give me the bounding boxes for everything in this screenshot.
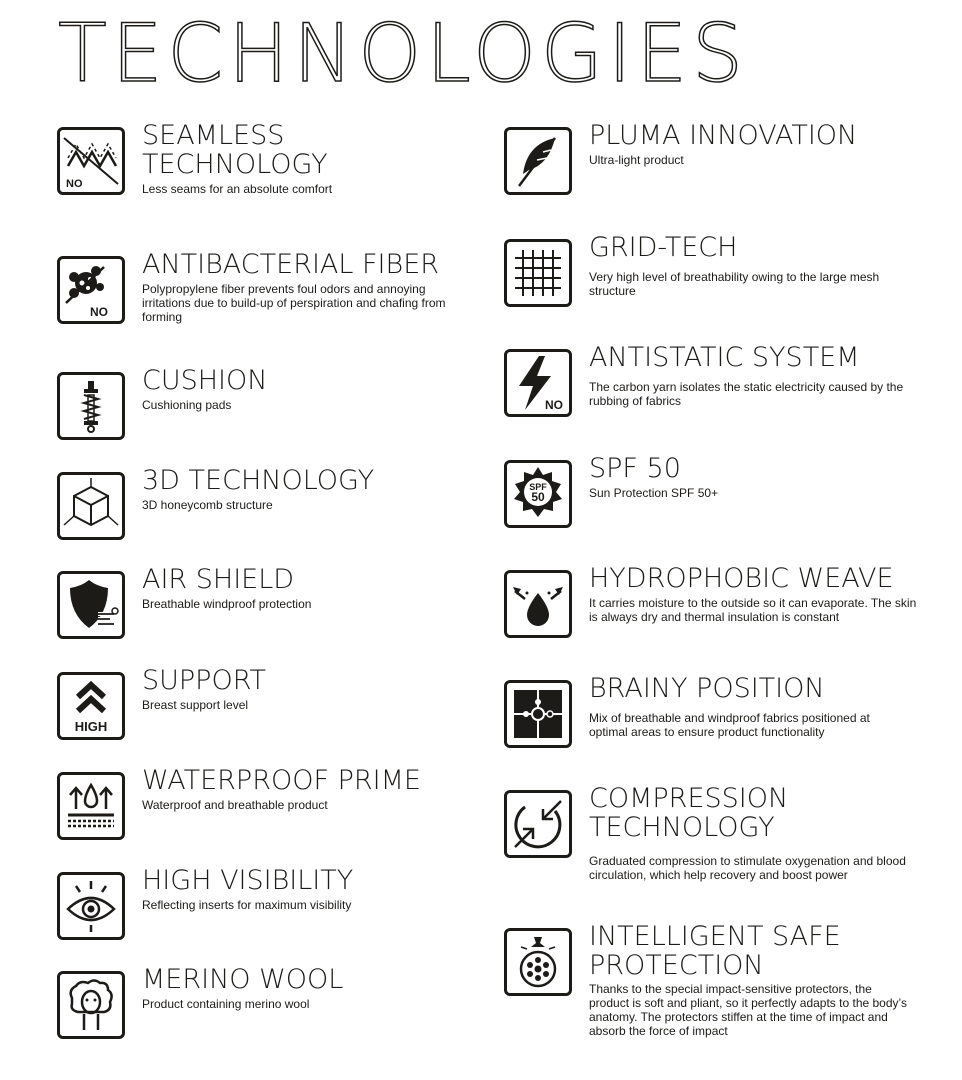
tech-description: Less seams for an absolute comfort: [142, 182, 333, 196]
cube-icon: [57, 472, 125, 540]
seamless-icon: [57, 127, 125, 195]
tech-title: HYDROPHOBIC WEAVE: [589, 563, 894, 594]
no-badge: NO: [66, 178, 83, 190]
compression-icon: [504, 790, 572, 858]
tech-description: The carbon yarn isolates the static electricity caused by the rubbing of fabrics: [589, 380, 904, 408]
tech-title: CUSHION: [142, 365, 268, 396]
tech-description: Thanks to the special impact-sensitive protectors, the product is soft and pliant, so it perfectly adapts to the body’s anatomy. The protectors stiffen at the time of impact and absorb the force of impact: [589, 982, 907, 1038]
no-badge: NO: [90, 305, 108, 319]
bacteria-icon: [57, 256, 125, 324]
tech-description: Very high level of breathability owing to the large mesh structure: [589, 270, 880, 298]
tech-title: ANTIBACTERIAL FIBER: [142, 249, 440, 280]
shield-wind-icon: [57, 571, 125, 639]
tech-title: PLUMA INNOVATION: [589, 120, 858, 151]
tech-title: SUPPORT: [142, 665, 267, 696]
tech-description: Mix of breathable and windproof fabrics positioned at optimal areas to ensure product functionality: [589, 711, 870, 739]
tech-description: It carries moisture to the outside so it can evaporate. The skin is always dry and thermal insulation is constant: [589, 596, 917, 624]
tech-title: SEAMLESS TECHNOLOGY: [142, 120, 328, 180]
tech-description: Breathable windproof protection: [142, 597, 312, 611]
page-title: TECHNOLOGIES: [58, 7, 748, 100]
tech-title: ANTISTATIC SYSTEM: [589, 342, 860, 373]
tech-description: Cushioning pads: [142, 398, 232, 412]
tech-title: BRAINY POSITION: [589, 673, 825, 704]
tech-title: GRID-TECH: [589, 232, 738, 263]
drop-icon: [504, 570, 572, 638]
feather-icon: [504, 127, 572, 195]
tech-description: Waterproof and breathable product: [142, 798, 328, 812]
spf-badge-top: SPF: [529, 482, 547, 492]
tech-title: 3D TECHNOLOGY: [142, 465, 375, 496]
tech-title: MERINO WOOL: [142, 964, 344, 995]
puzzle-icon: [504, 680, 572, 748]
tech-title: HIGH VISIBILITY: [142, 865, 354, 896]
tech-title: WATERPROOF PRIME: [142, 765, 421, 796]
spf-badge-bottom: 50: [531, 490, 545, 504]
impact-icon: [504, 928, 572, 996]
sheep-icon: [57, 971, 125, 1039]
tech-description: Polypropylene fiber prevents foul odors and annoying irritations due to build-up of perspiration and chafing from forming: [142, 282, 446, 324]
tech-title: SPF 50: [589, 453, 681, 484]
tech-title: COMPRESSION TECHNOLOGY: [589, 783, 789, 843]
sun-icon: [504, 460, 572, 528]
high-badge: HIGH: [74, 719, 108, 734]
tech-description: Reflecting inserts for maximum visibility: [142, 898, 352, 912]
chevrons-up-icon: [57, 672, 125, 740]
tech-description: Sun Protection SPF 50+: [589, 486, 719, 500]
tech-title: AIR SHIELD: [142, 564, 295, 595]
eye-icon: [57, 872, 125, 940]
grid-icon: [504, 239, 572, 307]
lightning-icon: [504, 349, 572, 417]
tech-description: Graduated compression to stimulate oxygenation and blood circulation, which help recovery and boost power: [589, 854, 906, 882]
tech-description: Product containing merino wool: [142, 997, 310, 1011]
tech-description: Breast support level: [142, 698, 249, 712]
tech-description: Ultra-light product: [589, 153, 684, 167]
tech-description: 3D honeycomb structure: [142, 498, 273, 512]
spring-icon: [57, 372, 125, 440]
drop-arrows-icon: [57, 772, 125, 840]
tech-title: INTELLIGENT SAFE PROTECTION: [589, 921, 841, 981]
no-badge: NO: [545, 398, 563, 412]
